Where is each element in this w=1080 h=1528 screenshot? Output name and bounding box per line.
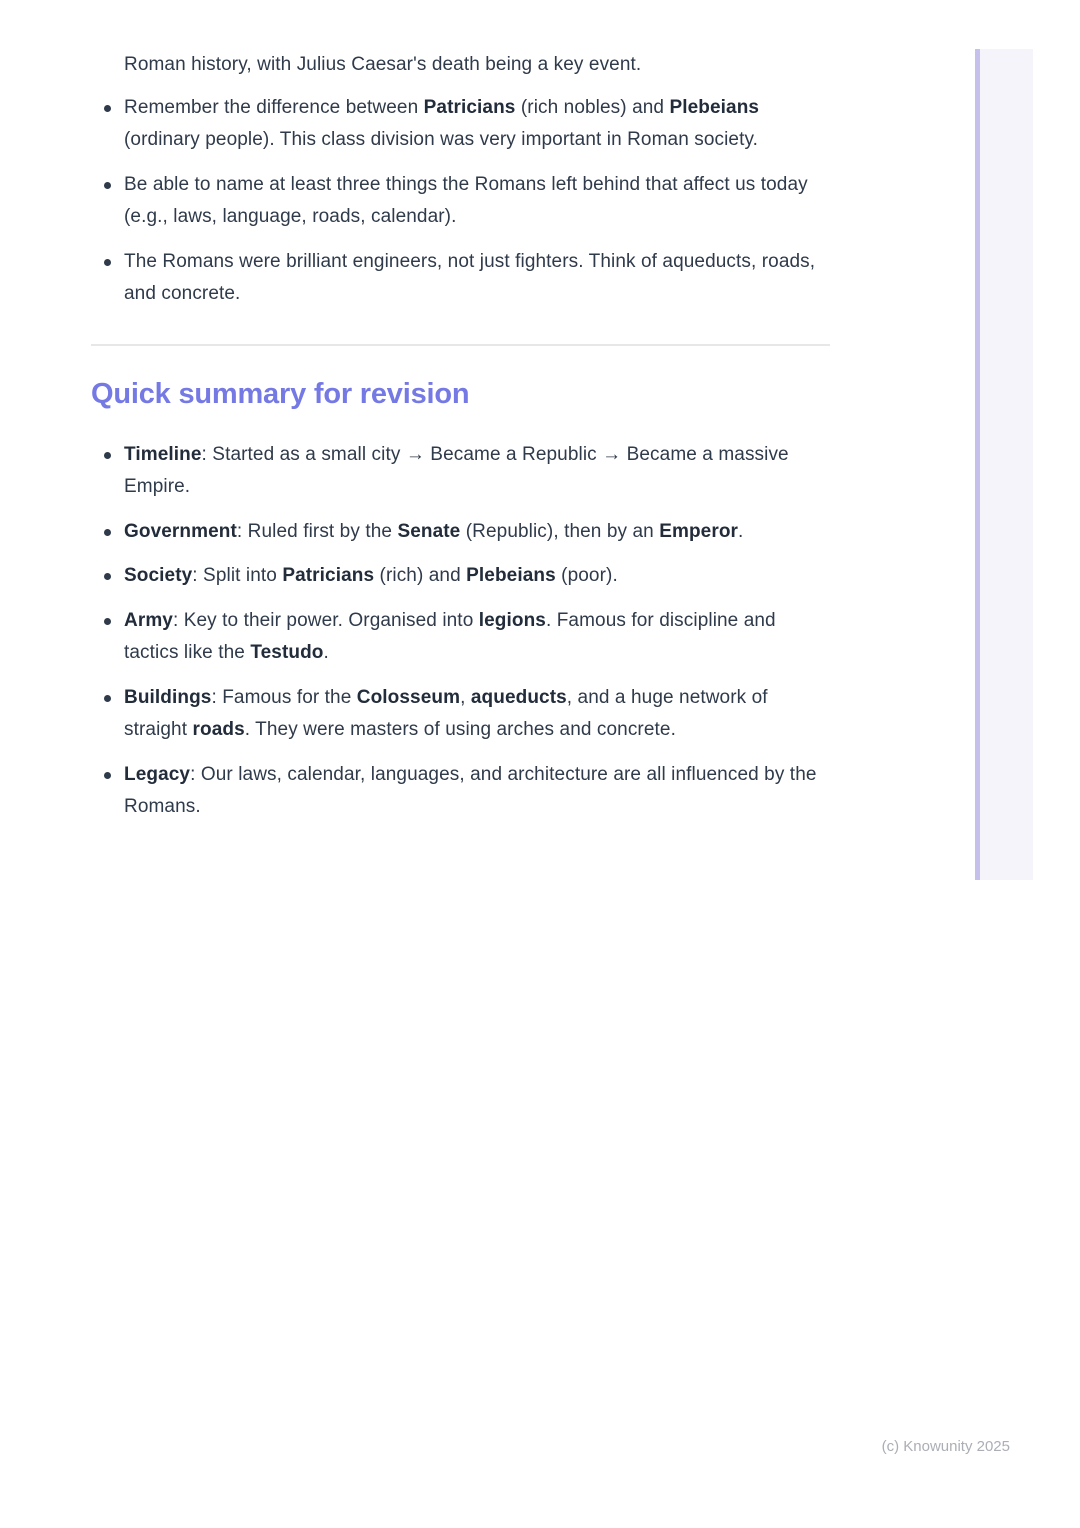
bold-text-run: aqueducts (470, 686, 567, 708)
bullet-icon (104, 259, 111, 266)
text-run: The Romans were brilliant engineers, not just fighters. Think of aqueducts, roads, and concrete. (124, 250, 816, 304)
bold-text-run: Society (124, 565, 193, 586)
section-heading: Quick summary for revision (91, 377, 470, 410)
bold-text-run: Plebeians (669, 96, 760, 118)
bold-text-run: Patricians (423, 96, 516, 118)
bullet-icon (104, 105, 111, 112)
text-run: . (738, 520, 744, 542)
list-item (91, 605, 830, 670)
text-run: . They were masters of using arches and concrete. (244, 719, 676, 740)
list-item (91, 682, 830, 747)
bold-text-run: Government (124, 520, 237, 542)
list-item-text (124, 565, 618, 586)
exam-tips-list (91, 92, 830, 311)
text-run: (Republic), then by an (460, 520, 660, 542)
text-run: (ordinary people). This class division was very important in Roman society. (124, 129, 759, 150)
bold-text-run: roads (192, 719, 245, 740)
bullet-icon (104, 452, 111, 459)
text-run: (poor). (555, 565, 618, 586)
bold-text-run: Buildings (124, 686, 212, 708)
bold-text-run: Patricians (282, 565, 375, 586)
list-item-text (124, 251, 815, 305)
text-run: , (460, 686, 471, 708)
bullet-icon (104, 772, 111, 779)
bullet-icon (104, 618, 111, 625)
text-run: : Famous for the (211, 686, 357, 708)
list-item (91, 169, 830, 234)
paragraph-continuation: Roman history, with Julius Caesar's death being a key event. (124, 54, 642, 75)
bullet-icon (104, 573, 111, 580)
copyright-footer: (c) Knowunity 2025 (881, 1438, 1010, 1455)
text-run: : Started as a small city → Became a Republic → Became a massive Empire. (124, 443, 789, 497)
text-run: . (323, 642, 329, 663)
list-item-text (124, 97, 759, 151)
bullet-icon (104, 695, 111, 702)
list-item (91, 439, 830, 504)
text-run: . Famous for discipline and tactics like the (124, 609, 776, 663)
bullet-icon (104, 182, 111, 189)
text-run: Remember the difference between (124, 96, 424, 118)
text-run: (rich nobles) and (515, 96, 670, 118)
bold-text-run: Colosseum (356, 686, 461, 708)
text-run: : Our laws, calendar, languages, and architecture are all influenced by the Romans. (124, 763, 817, 817)
text-run: (rich) and (374, 565, 467, 586)
bold-text-run: legions (478, 609, 546, 631)
list-item-text (124, 687, 768, 741)
text-run: : Ruled first by the (236, 520, 398, 542)
list-item-text (124, 764, 817, 818)
text-run: Be able to name at least three things the Romans left behind that affect us today (e.g., laws, language, roads, calendar). (124, 173, 808, 227)
bold-text-run: Timeline (124, 443, 202, 465)
list-item (91, 560, 830, 593)
bold-text-run: Legacy (124, 763, 191, 785)
list-item (91, 759, 830, 824)
list-item-text (124, 521, 743, 542)
list-item-text (124, 610, 776, 664)
bold-text-run: Senate (397, 520, 461, 542)
bold-text-run: Plebeians (466, 565, 556, 586)
text-run: , and a huge network of straight (124, 686, 768, 740)
revision-summary-list (91, 439, 830, 824)
bold-text-run: Army (124, 609, 173, 631)
list-item (91, 516, 830, 549)
bullet-icon (104, 529, 111, 536)
list-item-text (124, 444, 789, 498)
bold-text-run: Testudo (250, 642, 324, 663)
list-item-text (124, 174, 808, 228)
text-run: : Key to their power. Organised into (172, 609, 479, 631)
list-item (91, 92, 830, 157)
text-run: : Split into (192, 565, 283, 586)
bold-text-run: Emperor (659, 520, 739, 542)
section-divider (91, 344, 830, 346)
scrollbar-track[interactable] (980, 49, 1033, 880)
page-content (91, 49, 830, 824)
list-item (91, 246, 830, 311)
